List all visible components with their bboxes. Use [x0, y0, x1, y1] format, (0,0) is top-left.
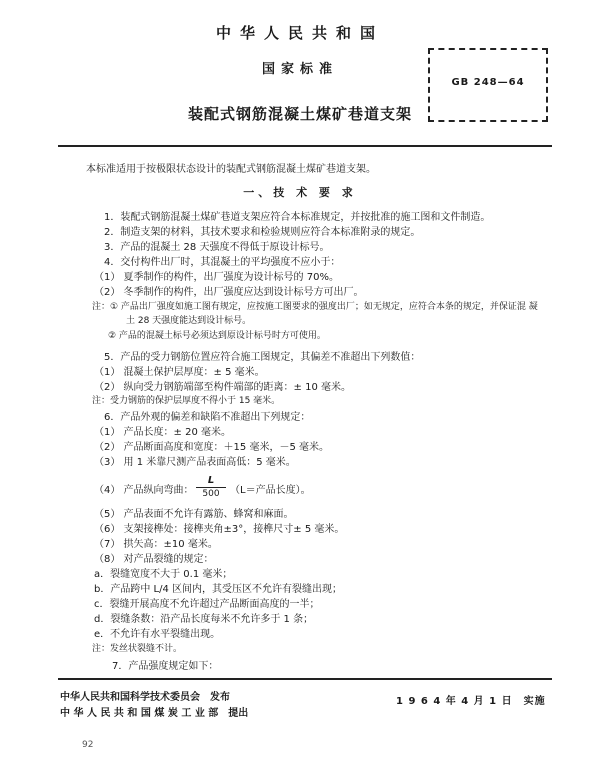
clause-4: 4．交付构件出厂时，其混凝土的平均强度不应小于： [104, 257, 341, 268]
clause-6: 6．产品外观的偏差和缺陷不准超出下列规定： [104, 412, 311, 423]
bend-fraction [196, 475, 226, 499]
clause-6-5: （5） 产品表面不允许有露筋、蜂窝和麻面。 [94, 509, 294, 520]
clause-5-1: （1） 混凝土保护层厚度：± 5 毫米。 [94, 367, 265, 378]
note-4-b: ② 产品的混凝土标号必须达到原设计标号时方可使用。 [108, 331, 326, 341]
note-4-a: 注：① 产品出厂强度如施工图有规定，应按施工图要求的强度出厂；如无规定，应符合本条的规定，并保证混 凝 [92, 302, 538, 312]
country-name: 中华人民共和国 [215, 24, 384, 42]
clause-6-1: （1） 产品长度：± 20 毫米。 [94, 427, 232, 438]
clause-6-4-suffix: （L＝产品长度）。 [230, 485, 311, 496]
page-number: 92 [82, 740, 94, 750]
clause-4-1: （1） 夏季制作的构件，出厂强度为设计标号的 70%。 [94, 272, 339, 283]
section-title: 一、技 术 要 求 [243, 186, 357, 199]
scope-paragraph: 本标准适用于按极限状态设计的装配式钢筋混凝土煤矿巷道支架。 [86, 164, 376, 175]
bend-numerator: L [207, 475, 215, 486]
issuer-commission: 中华人民共和国科学技术委员会 发布 [60, 692, 230, 703]
crack-rule-b: b．产品跨中 L/4 区间内，其受压区不允许有裂缝出现； [94, 584, 343, 595]
clause-6-4-label: （4） 产品纵向弯曲： [94, 485, 194, 496]
clause-3: 3．产品的混凝土 28 天强度不得低于原设计标号。 [104, 242, 330, 253]
clause-6-7: （7） 拱矢高：±10 毫米。 [94, 539, 218, 550]
clause-6-2: （2） 产品断面高度和宽度：＋15 毫米，－5 毫米。 [94, 442, 329, 453]
clause-6-8: （8） 对产品裂缝的规定： [94, 554, 214, 565]
note-4-a-cont: 土 28 天强度能达到设计标号。 [126, 316, 252, 326]
clause-1: 1．装配式钢筋混凝土煤矿巷道支架应符合本标准规定，并按批准的施工图和文件制造。 [104, 212, 491, 223]
clause-6-3: （3） 用 1 米靠尺测产品表面高低：5 毫米。 [94, 457, 296, 468]
note-6: 注：发丝状裂缝不计。 [92, 644, 183, 654]
crack-rule-e: e．不允许有水平裂缝出现。 [94, 629, 221, 640]
standard-code: GB 248—64 [451, 77, 525, 88]
crack-rule-c: c．裂缝开展高度不允许超过产品断面高度的一半； [94, 599, 320, 610]
clause-6-6: （6） 支架接榫处：接榫夹角±3°，接榫尺寸± 5 毫米。 [94, 524, 345, 535]
national-standard-label: 国家标准 [261, 62, 338, 77]
crack-rule-d: d．裂缝条数：沿产品长度每米不允许多于 1 条； [94, 614, 314, 625]
document-title: 装配式钢筋混凝土煤矿巷道支架 [187, 105, 412, 123]
effective-date: 1 9 6 4 年 4 月 1 日 实施 [396, 696, 546, 707]
clause-5-2: （2） 纵向受力钢筋端部至构件端部的距离：± 10 毫米。 [94, 382, 352, 393]
footer-divider [58, 678, 552, 680]
clause-5: 5．产品的受力钢筋位置应符合施工图规定，其偏差不准超出下列数值： [104, 352, 421, 363]
crack-rule-a: a．裂缝宽度不大于 0.1 毫米； [94, 569, 233, 580]
issuer-ministry: 中 华 人 民 共 和 国 煤 炭 工 业 部 提出 [60, 708, 249, 719]
clause-4-2: （2） 冬季制作的构件，出厂强度应达到设计标号方可出厂。 [94, 287, 364, 298]
bend-denominator: 500 [202, 489, 220, 499]
note-5: 注：受力钢筋的保护层厚度不得小于 15 毫米。 [92, 396, 281, 406]
header-divider [58, 145, 552, 147]
clause-2: 2．制造支架的材料，其技术要求和检验规则应符合本标准附录的规定。 [104, 227, 421, 238]
clause-7: 7．产品强度规定如下： [112, 661, 219, 672]
fraction-bar [196, 487, 226, 488]
